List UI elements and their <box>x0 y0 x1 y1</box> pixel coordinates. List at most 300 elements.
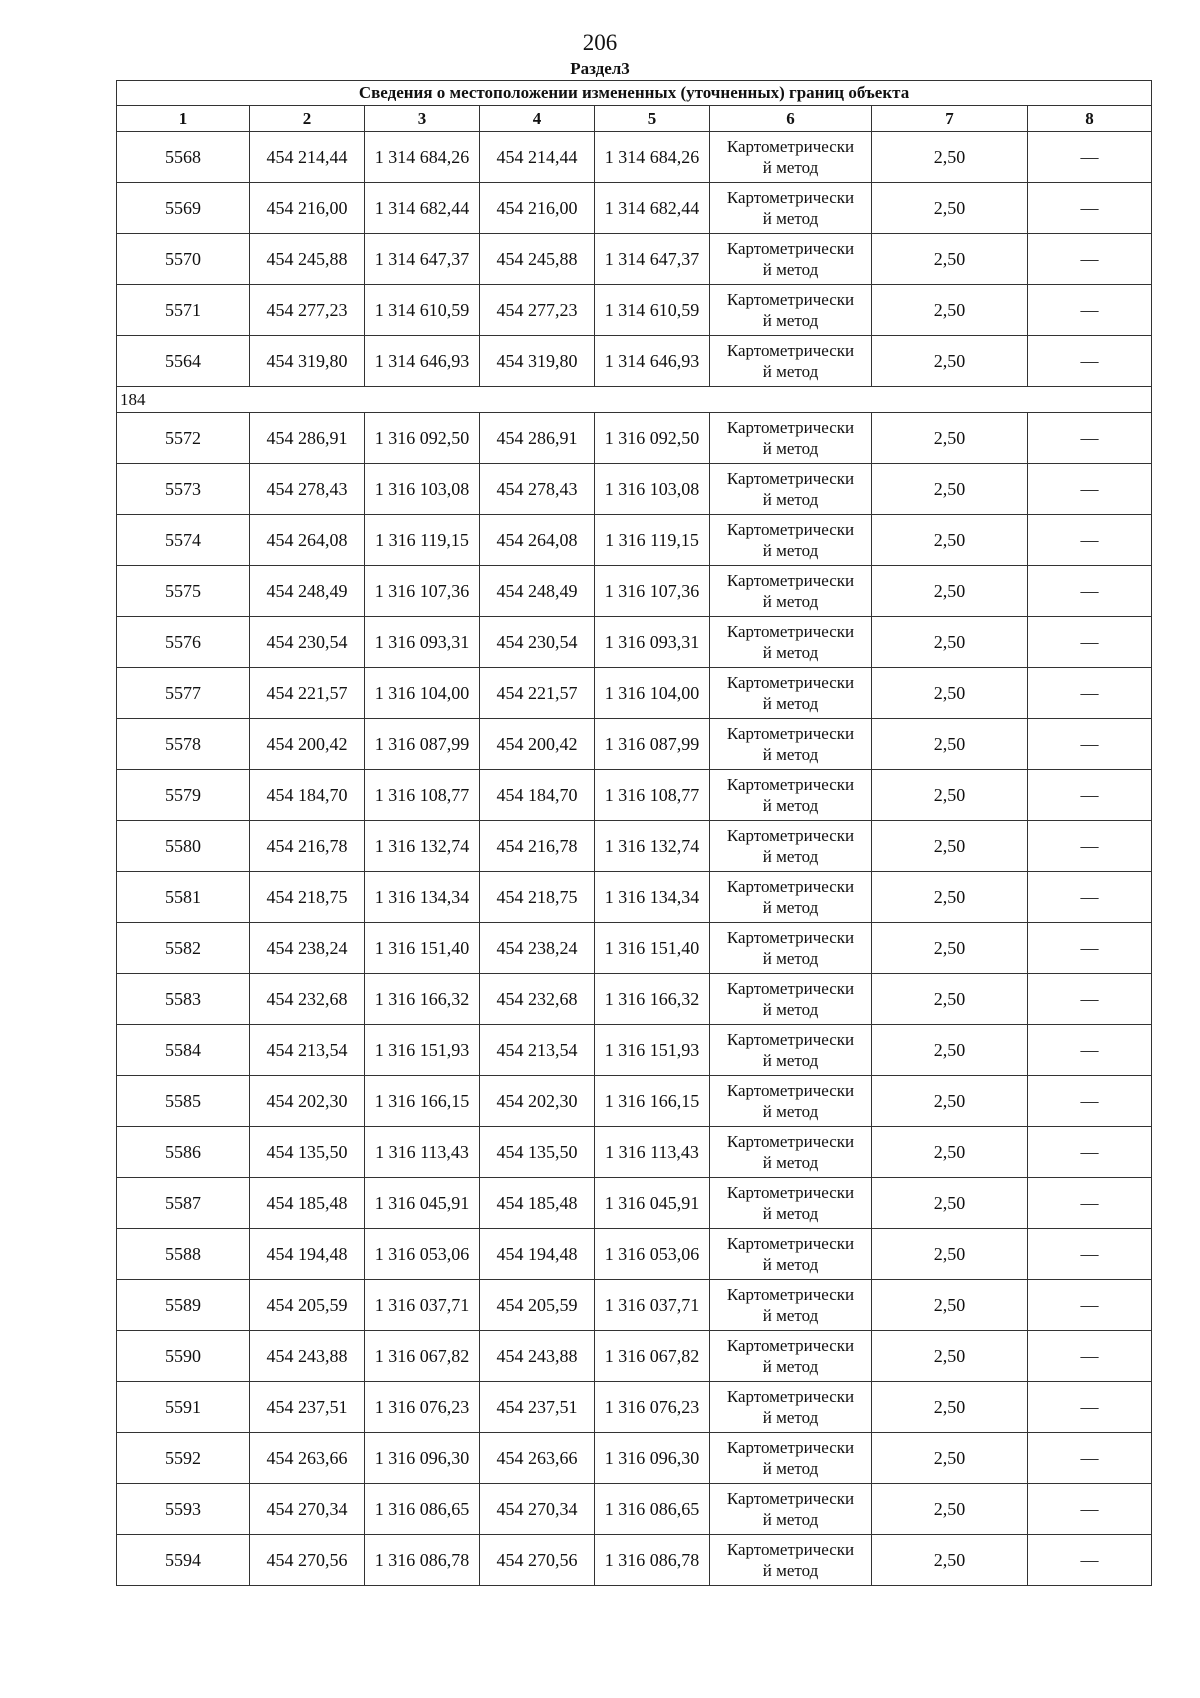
point-number-cell: 5569 <box>117 183 250 234</box>
x-old-cell: 454 185,48 <box>250 1178 365 1229</box>
method-cell <box>710 1382 872 1433</box>
method-cell <box>710 1178 872 1229</box>
x-old-cell: 454 263,66 <box>250 1433 365 1484</box>
method-cell <box>710 515 872 566</box>
table-row <box>117 464 1152 515</box>
x-new-cell: 454 245,88 <box>480 234 595 285</box>
column-header: 2 <box>250 106 365 132</box>
method-line-1: Картометрически <box>726 1539 855 1559</box>
x-new-cell: 454 135,50 <box>480 1127 595 1178</box>
x-new-cell: 454 230,54 <box>480 617 595 668</box>
method-cell <box>710 1229 872 1280</box>
method-cell <box>710 183 872 234</box>
table-row <box>117 1484 1152 1535</box>
method-line-2: й метод <box>762 846 819 866</box>
precision-cell: 2,50 <box>872 336 1028 387</box>
table-row <box>117 1535 1152 1586</box>
point-number-cell: 5570 <box>117 234 250 285</box>
precision-cell: 2,50 <box>872 617 1028 668</box>
precision-cell: 2,50 <box>872 1076 1028 1127</box>
precision-cell: 2,50 <box>872 1178 1028 1229</box>
point-number-cell: 5583 <box>117 974 250 1025</box>
precision-cell: 2,50 <box>872 1382 1028 1433</box>
description-cell: — <box>1028 974 1152 1025</box>
x-new-cell: 454 194,48 <box>480 1229 595 1280</box>
description-cell: — <box>1028 1025 1152 1076</box>
column-header: 5 <box>595 106 710 132</box>
precision-cell: 2,50 <box>872 1127 1028 1178</box>
y-new-cell: 1 316 119,15 <box>595 515 710 566</box>
precision-cell: 2,50 <box>872 234 1028 285</box>
precision-cell: 2,50 <box>872 1280 1028 1331</box>
description-cell: — <box>1028 285 1152 336</box>
method-line-1: Картометрически <box>726 978 855 998</box>
precision-cell: 2,50 <box>872 1229 1028 1280</box>
y-old-cell: 1 316 045,91 <box>365 1178 480 1229</box>
description-cell: — <box>1028 1076 1152 1127</box>
y-new-cell: 1 314 682,44 <box>595 183 710 234</box>
x-old-cell: 454 216,00 <box>250 183 365 234</box>
method-cell <box>710 770 872 821</box>
y-old-cell: 1 314 647,37 <box>365 234 480 285</box>
method-line-2: й метод <box>762 438 819 458</box>
y-new-cell: 1 316 087,99 <box>595 719 710 770</box>
precision-cell: 2,50 <box>872 821 1028 872</box>
precision-cell: 2,50 <box>872 923 1028 974</box>
method-line-2: й метод <box>762 208 819 228</box>
point-number-cell: 5588 <box>117 1229 250 1280</box>
method-line-2: й метод <box>762 1050 819 1070</box>
method-cell <box>710 1484 872 1535</box>
precision-cell: 2,50 <box>872 1484 1028 1535</box>
method-line-1: Картометрически <box>726 1335 855 1355</box>
method-line-2: й метод <box>762 795 819 815</box>
precision-cell: 2,50 <box>872 515 1028 566</box>
y-old-cell: 1 316 096,30 <box>365 1433 480 1484</box>
y-old-cell: 1 316 166,15 <box>365 1076 480 1127</box>
method-line-2: й метод <box>762 1407 819 1427</box>
description-cell: — <box>1028 183 1152 234</box>
y-new-cell: 1 316 037,71 <box>595 1280 710 1331</box>
method-line-2: й метод <box>762 157 819 177</box>
x-old-cell: 454 319,80 <box>250 336 365 387</box>
point-number-cell: 5587 <box>117 1178 250 1229</box>
method-cell <box>710 132 872 183</box>
description-cell: — <box>1028 1127 1152 1178</box>
method-cell <box>710 923 872 974</box>
y-new-cell: 1 314 647,37 <box>595 234 710 285</box>
x-new-cell: 454 286,91 <box>480 413 595 464</box>
method-cell <box>710 974 872 1025</box>
group-row <box>117 387 1152 413</box>
method-line-1: Картометрически <box>726 519 855 539</box>
method-line-1: Картометрически <box>726 1131 855 1151</box>
method-line-2: й метод <box>762 1254 819 1274</box>
description-cell: — <box>1028 821 1152 872</box>
x-new-cell: 454 277,23 <box>480 285 595 336</box>
point-number-cell: 5568 <box>117 132 250 183</box>
method-cell <box>710 234 872 285</box>
y-new-cell: 1 316 086,65 <box>595 1484 710 1535</box>
point-number-cell: 5564 <box>117 336 250 387</box>
y-old-cell: 1 316 103,08 <box>365 464 480 515</box>
method-cell <box>710 821 872 872</box>
y-new-cell: 1 316 092,50 <box>595 413 710 464</box>
method-line-2: й метод <box>762 642 819 662</box>
table-row <box>117 1076 1152 1127</box>
point-number-cell: 5586 <box>117 1127 250 1178</box>
description-cell: — <box>1028 668 1152 719</box>
point-number-cell: 5585 <box>117 1076 250 1127</box>
x-old-cell: 454 202,30 <box>250 1076 365 1127</box>
y-new-cell: 1 316 045,91 <box>595 1178 710 1229</box>
description-cell: — <box>1028 1331 1152 1382</box>
point-number-cell: 5589 <box>117 1280 250 1331</box>
method-cell <box>710 413 872 464</box>
table-header-row <box>117 106 1152 132</box>
description-cell: — <box>1028 1178 1152 1229</box>
precision-cell: 2,50 <box>872 132 1028 183</box>
method-line-1: Картометрически <box>726 672 855 692</box>
table-row <box>117 1433 1152 1484</box>
description-cell: — <box>1028 1382 1152 1433</box>
description-cell: — <box>1028 1535 1152 1586</box>
method-cell <box>710 336 872 387</box>
x-new-cell: 454 278,43 <box>480 464 595 515</box>
method-line-1: Картометрически <box>726 1029 855 1049</box>
description-cell: — <box>1028 336 1152 387</box>
method-line-1: Картометрически <box>726 238 855 258</box>
x-new-cell: 454 213,54 <box>480 1025 595 1076</box>
y-old-cell: 1 314 684,26 <box>365 132 480 183</box>
method-cell <box>710 617 872 668</box>
precision-cell: 2,50 <box>872 872 1028 923</box>
method-line-1: Картометрически <box>726 876 855 896</box>
x-old-cell: 454 230,54 <box>250 617 365 668</box>
table-row <box>117 183 1152 234</box>
point-number-cell: 5577 <box>117 668 250 719</box>
description-cell: — <box>1028 617 1152 668</box>
y-new-cell: 1 316 086,78 <box>595 1535 710 1586</box>
table-row <box>117 872 1152 923</box>
method-cell <box>710 719 872 770</box>
point-number-cell: 5573 <box>117 464 250 515</box>
method-line-1: Картометрически <box>726 289 855 309</box>
description-cell: — <box>1028 1433 1152 1484</box>
method-cell <box>710 1535 872 1586</box>
precision-cell: 2,50 <box>872 183 1028 234</box>
column-header: 4 <box>480 106 595 132</box>
point-number-cell: 5581 <box>117 872 250 923</box>
x-old-cell: 454 264,08 <box>250 515 365 566</box>
description-cell: — <box>1028 872 1152 923</box>
table-row <box>117 1382 1152 1433</box>
description-cell: — <box>1028 719 1152 770</box>
column-header: 7 <box>872 106 1028 132</box>
y-old-cell: 1 316 037,71 <box>365 1280 480 1331</box>
point-number-cell: 5576 <box>117 617 250 668</box>
method-cell <box>710 566 872 617</box>
point-number-cell: 5594 <box>117 1535 250 1586</box>
x-old-cell: 454 245,88 <box>250 234 365 285</box>
y-old-cell: 1 316 151,93 <box>365 1025 480 1076</box>
table-row <box>117 923 1152 974</box>
description-cell: — <box>1028 923 1152 974</box>
precision-cell: 2,50 <box>872 719 1028 770</box>
method-line-2: й метод <box>762 1305 819 1325</box>
x-old-cell: 454 216,78 <box>250 821 365 872</box>
method-line-1: Картометрически <box>726 570 855 590</box>
method-line-1: Картометрически <box>726 723 855 743</box>
x-new-cell: 454 243,88 <box>480 1331 595 1382</box>
x-old-cell: 454 213,54 <box>250 1025 365 1076</box>
table-row <box>117 770 1152 821</box>
x-old-cell: 454 248,49 <box>250 566 365 617</box>
section-title: Раздел3 <box>570 59 630 78</box>
x-new-cell: 454 200,42 <box>480 719 595 770</box>
method-line-2: й метод <box>762 1458 819 1478</box>
x-new-cell: 454 264,08 <box>480 515 595 566</box>
precision-cell: 2,50 <box>872 1433 1028 1484</box>
y-new-cell: 1 316 103,08 <box>595 464 710 515</box>
y-new-cell: 1 316 113,43 <box>595 1127 710 1178</box>
x-old-cell: 454 221,57 <box>250 668 365 719</box>
y-old-cell: 1 316 076,23 <box>365 1382 480 1433</box>
method-line-2: й метод <box>762 1152 819 1172</box>
y-old-cell: 1 314 610,59 <box>365 285 480 336</box>
y-new-cell: 1 316 166,15 <box>595 1076 710 1127</box>
description-cell: — <box>1028 770 1152 821</box>
x-old-cell: 454 135,50 <box>250 1127 365 1178</box>
method-cell <box>710 1433 872 1484</box>
y-old-cell: 1 316 119,15 <box>365 515 480 566</box>
method-cell <box>710 1331 872 1382</box>
y-new-cell: 1 316 132,74 <box>595 821 710 872</box>
method-line-1: Картометрически <box>726 621 855 641</box>
y-old-cell: 1 316 132,74 <box>365 821 480 872</box>
table-row <box>117 566 1152 617</box>
y-old-cell: 1 316 067,82 <box>365 1331 480 1382</box>
y-new-cell: 1 314 684,26 <box>595 132 710 183</box>
description-cell: — <box>1028 1280 1152 1331</box>
x-new-cell: 454 184,70 <box>480 770 595 821</box>
method-line-1: Картометрически <box>726 1182 855 1202</box>
method-cell <box>710 1025 872 1076</box>
y-new-cell: 1 316 151,93 <box>595 1025 710 1076</box>
description-cell: — <box>1028 464 1152 515</box>
x-new-cell: 454 238,24 <box>480 923 595 974</box>
x-new-cell: 454 214,44 <box>480 132 595 183</box>
x-old-cell: 454 218,75 <box>250 872 365 923</box>
precision-cell: 2,50 <box>872 668 1028 719</box>
x-old-cell: 454 238,24 <box>250 923 365 974</box>
point-number-cell: 5571 <box>117 285 250 336</box>
method-line-2: й метод <box>762 1560 819 1580</box>
x-old-cell: 454 270,56 <box>250 1535 365 1586</box>
x-new-cell: 454 270,34 <box>480 1484 595 1535</box>
y-new-cell: 1 316 076,23 <box>595 1382 710 1433</box>
table-row <box>117 1280 1152 1331</box>
table-row <box>117 668 1152 719</box>
x-new-cell: 454 202,30 <box>480 1076 595 1127</box>
description-cell: — <box>1028 413 1152 464</box>
table-row <box>117 821 1152 872</box>
method-line-2: й метод <box>762 1203 819 1223</box>
method-line-2: й метод <box>762 744 819 764</box>
precision-cell: 2,50 <box>872 1331 1028 1382</box>
table-row <box>117 1178 1152 1229</box>
precision-cell: 2,50 <box>872 413 1028 464</box>
point-number-cell: 5582 <box>117 923 250 974</box>
x-old-cell: 454 278,43 <box>250 464 365 515</box>
x-new-cell: 454 263,66 <box>480 1433 595 1484</box>
y-old-cell: 1 316 053,06 <box>365 1229 480 1280</box>
table-row <box>117 1331 1152 1382</box>
x-old-cell: 454 277,23 <box>250 285 365 336</box>
y-new-cell: 1 316 104,00 <box>595 668 710 719</box>
table-caption: Сведения о местоположении измененных (уточненных) границ объекта <box>117 81 1152 106</box>
point-number-cell: 5590 <box>117 1331 250 1382</box>
x-old-cell: 454 194,48 <box>250 1229 365 1280</box>
description-cell: — <box>1028 1229 1152 1280</box>
point-number-cell: 5575 <box>117 566 250 617</box>
description-cell: — <box>1028 566 1152 617</box>
precision-cell: 2,50 <box>872 974 1028 1025</box>
method-cell <box>710 1127 872 1178</box>
x-new-cell: 454 218,75 <box>480 872 595 923</box>
table-row <box>117 1127 1152 1178</box>
x-old-cell: 454 243,88 <box>250 1331 365 1382</box>
point-number-cell: 5580 <box>117 821 250 872</box>
method-cell <box>710 464 872 515</box>
column-header: 3 <box>365 106 480 132</box>
y-old-cell: 1 316 093,31 <box>365 617 480 668</box>
y-new-cell: 1 316 053,06 <box>595 1229 710 1280</box>
method-line-2: й метод <box>762 1356 819 1376</box>
method-line-1: Картометрически <box>726 1386 855 1406</box>
y-new-cell: 1 316 067,82 <box>595 1331 710 1382</box>
x-old-cell: 454 270,34 <box>250 1484 365 1535</box>
y-old-cell: 1 316 086,78 <box>365 1535 480 1586</box>
table-row <box>117 336 1152 387</box>
table-row <box>117 974 1152 1025</box>
method-cell <box>710 668 872 719</box>
table-row <box>117 413 1152 464</box>
method-line-1: Картометрически <box>726 468 855 488</box>
method-line-1: Картометрически <box>726 1437 855 1457</box>
point-number-cell: 5584 <box>117 1025 250 1076</box>
precision-cell: 2,50 <box>872 1025 1028 1076</box>
table-row <box>117 515 1152 566</box>
y-old-cell: 1 316 107,36 <box>365 566 480 617</box>
method-line-1: Картометрически <box>726 1080 855 1100</box>
method-line-1: Картометрически <box>726 927 855 947</box>
y-new-cell: 1 316 151,40 <box>595 923 710 974</box>
precision-cell: 2,50 <box>872 770 1028 821</box>
table-row <box>117 617 1152 668</box>
group-label: 184 <box>117 387 1152 413</box>
column-header: 8 <box>1028 106 1152 132</box>
method-line-1: Картометрически <box>726 825 855 845</box>
y-old-cell: 1 316 092,50 <box>365 413 480 464</box>
x-old-cell: 454 184,70 <box>250 770 365 821</box>
x-old-cell: 454 200,42 <box>250 719 365 770</box>
point-number-cell: 5593 <box>117 1484 250 1535</box>
method-line-2: й метод <box>762 540 819 560</box>
method-line-2: й метод <box>762 310 819 330</box>
table-row <box>117 132 1152 183</box>
y-new-cell: 1 316 107,36 <box>595 566 710 617</box>
point-number-cell: 5592 <box>117 1433 250 1484</box>
y-new-cell: 1 316 093,31 <box>595 617 710 668</box>
x-old-cell: 454 232,68 <box>250 974 365 1025</box>
x-old-cell: 454 214,44 <box>250 132 365 183</box>
y-new-cell: 1 314 646,93 <box>595 336 710 387</box>
point-number-cell: 5579 <box>117 770 250 821</box>
x-new-cell: 454 205,59 <box>480 1280 595 1331</box>
method-line-2: й метод <box>762 999 819 1019</box>
method-line-1: Картометрически <box>726 1284 855 1304</box>
method-line-1: Картометрически <box>726 417 855 437</box>
y-old-cell: 1 316 104,00 <box>365 668 480 719</box>
precision-cell: 2,50 <box>872 285 1028 336</box>
method-cell <box>710 1280 872 1331</box>
method-line-1: Картометрически <box>726 187 855 207</box>
method-line-2: й метод <box>762 897 819 917</box>
point-number-cell: 5591 <box>117 1382 250 1433</box>
table-row <box>117 719 1152 770</box>
description-cell: — <box>1028 1484 1152 1535</box>
page-number: 206 <box>582 30 618 55</box>
description-cell: — <box>1028 515 1152 566</box>
y-old-cell: 1 314 646,93 <box>365 336 480 387</box>
y-old-cell: 1 316 087,99 <box>365 719 480 770</box>
y-new-cell: 1 316 166,32 <box>595 974 710 1025</box>
method-cell <box>710 872 872 923</box>
point-number-cell: 5578 <box>117 719 250 770</box>
method-line-2: й метод <box>762 489 819 509</box>
x-old-cell: 454 237,51 <box>250 1382 365 1433</box>
x-new-cell: 454 221,57 <box>480 668 595 719</box>
y-old-cell: 1 316 166,32 <box>365 974 480 1025</box>
table-row <box>117 234 1152 285</box>
y-old-cell: 1 316 108,77 <box>365 770 480 821</box>
x-new-cell: 454 185,48 <box>480 1178 595 1229</box>
x-old-cell: 454 286,91 <box>250 413 365 464</box>
precision-cell: 2,50 <box>872 464 1028 515</box>
method-line-2: й метод <box>762 693 819 713</box>
column-header: 6 <box>710 106 872 132</box>
method-line-1: Картометрически <box>726 774 855 794</box>
method-cell <box>710 1076 872 1127</box>
method-line-1: Картометрически <box>726 1488 855 1508</box>
table-row <box>117 1229 1152 1280</box>
y-new-cell: 1 314 610,59 <box>595 285 710 336</box>
y-old-cell: 1 314 682,44 <box>365 183 480 234</box>
x-new-cell: 454 232,68 <box>480 974 595 1025</box>
x-new-cell: 454 216,78 <box>480 821 595 872</box>
method-line-1: Картометрически <box>726 1233 855 1253</box>
method-cell <box>710 285 872 336</box>
y-new-cell: 1 316 134,34 <box>595 872 710 923</box>
y-new-cell: 1 316 096,30 <box>595 1433 710 1484</box>
method-line-2: й метод <box>762 948 819 968</box>
y-old-cell: 1 316 086,65 <box>365 1484 480 1535</box>
x-new-cell: 454 237,51 <box>480 1382 595 1433</box>
table-row <box>117 1025 1152 1076</box>
point-number-cell: 5572 <box>117 413 250 464</box>
y-new-cell: 1 316 108,77 <box>595 770 710 821</box>
